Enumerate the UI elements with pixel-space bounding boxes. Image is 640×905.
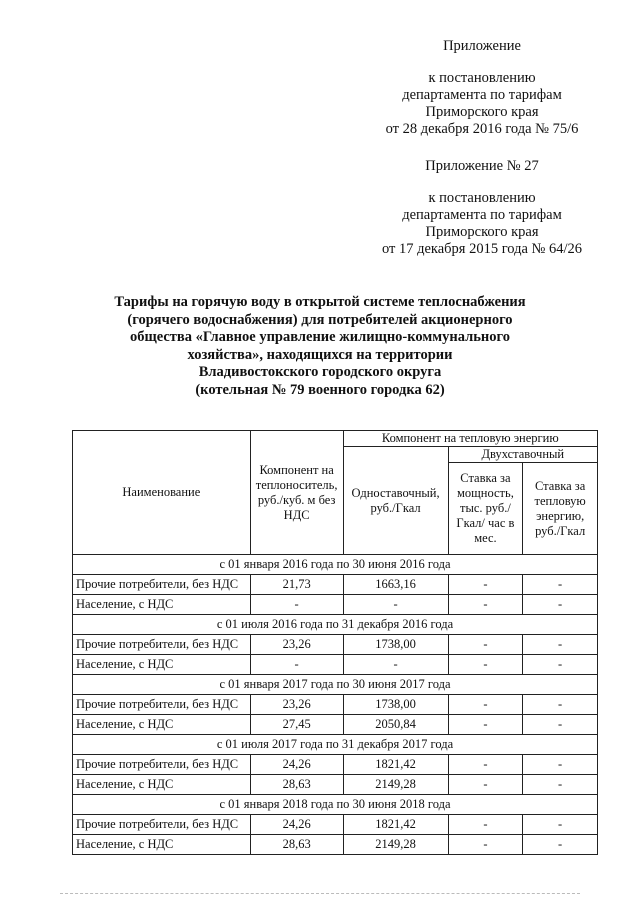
table-row bbox=[73, 835, 598, 855]
table-row bbox=[73, 635, 598, 655]
power-rate-cell: - bbox=[448, 815, 523, 835]
table-row bbox=[73, 595, 598, 615]
single-rate-cell: - bbox=[343, 655, 448, 675]
power-rate-cell: - bbox=[448, 775, 523, 795]
carrier-cell: 21,73 bbox=[250, 575, 343, 595]
carrier-cell: 23,26 bbox=[250, 635, 343, 655]
table-row bbox=[73, 775, 598, 795]
header-energy-rate: Ставка за тепловую энергию, руб./Гкал bbox=[523, 463, 598, 555]
title-line: общества «Главное управление жилищно-коммунального bbox=[129, 329, 511, 345]
appendix-label: Приложение bbox=[443, 38, 521, 54]
period-row bbox=[73, 735, 598, 755]
consumer-name-cell: Прочие потребители, без НДС bbox=[73, 695, 251, 715]
period-row bbox=[73, 615, 598, 635]
header-two-rate: Двухставочный bbox=[448, 447, 597, 463]
tariff-table bbox=[72, 430, 598, 855]
header-single-rate: Одноставочный, руб./Гкал bbox=[343, 447, 448, 555]
energy-rate-cell: - bbox=[523, 595, 598, 615]
title-line: Владивостокского городского округа bbox=[198, 364, 442, 380]
consumer-name-cell: Прочие потребители, без НДС bbox=[73, 575, 251, 595]
consumer-name-cell: Прочие потребители, без НДС bbox=[73, 755, 251, 775]
consumer-name-cell: Прочие потребители, без НДС bbox=[73, 635, 251, 655]
resolution-ref: к постановлению bbox=[428, 190, 536, 206]
resolution-ref: к постановлению bbox=[428, 70, 536, 86]
power-rate-cell: - bbox=[448, 655, 523, 675]
energy-rate-cell: - bbox=[523, 755, 598, 775]
period-label: с 01 января 2018 года по 30 июня 2018 года bbox=[73, 795, 598, 815]
carrier-cell: 28,63 bbox=[250, 775, 343, 795]
title-line: (горячего водоснабжения) для потребителей акционерного bbox=[127, 311, 513, 328]
carrier-cell: - bbox=[250, 595, 343, 615]
table-row bbox=[73, 575, 598, 595]
carrier-cell: 24,26 bbox=[250, 755, 343, 775]
power-rate-cell: - bbox=[448, 595, 523, 615]
carrier-cell: 28,63 bbox=[250, 835, 343, 855]
energy-rate-cell: - bbox=[523, 815, 598, 835]
header-carrier: Компонент на теплоноситель, руб./куб. м без НДС bbox=[250, 431, 343, 555]
period-label: с 01 июля 2017 года по 31 декабря 2017 года bbox=[73, 735, 598, 755]
power-rate-cell: - bbox=[448, 635, 523, 655]
single-rate-cell: 1821,42 bbox=[343, 755, 448, 775]
region-name: Приморского края bbox=[425, 104, 539, 120]
single-rate-cell: 2050,84 bbox=[343, 715, 448, 735]
period-label: с 01 января 2016 года по 30 июня 2016 года bbox=[73, 555, 598, 575]
resolution-date: от 17 декабря 2015 года № 64/26 bbox=[381, 241, 583, 257]
title-line: (котельная № 79 военного городка 62) bbox=[195, 381, 445, 398]
power-rate-cell: - bbox=[448, 715, 523, 735]
period-row bbox=[73, 555, 598, 575]
document-title bbox=[100, 294, 540, 399]
header-heat-component: Компонент на тепловую энергию bbox=[343, 431, 597, 447]
carrier-cell: - bbox=[250, 655, 343, 675]
department-name: департамента по тарифам bbox=[402, 87, 562, 103]
table-body bbox=[73, 555, 598, 855]
power-rate-cell: - bbox=[448, 755, 523, 775]
resolution-date: от 28 декабря 2016 года № 75/6 bbox=[385, 121, 579, 137]
carrier-cell: 27,45 bbox=[250, 715, 343, 735]
consumer-name-cell: Население, с НДС bbox=[73, 835, 251, 855]
carrier-cell: 24,26 bbox=[250, 815, 343, 835]
appendix-header bbox=[372, 38, 592, 138]
period-row bbox=[73, 675, 598, 695]
consumer-name-cell: Население, с НДС bbox=[73, 775, 251, 795]
energy-rate-cell: - bbox=[523, 715, 598, 735]
table-row bbox=[73, 715, 598, 735]
energy-rate-cell: - bbox=[523, 835, 598, 855]
energy-rate-cell: - bbox=[523, 655, 598, 675]
region-name: Приморского края bbox=[425, 224, 539, 240]
power-rate-cell: - bbox=[448, 835, 523, 855]
header-name: Наименование bbox=[73, 431, 251, 555]
power-rate-cell: - bbox=[448, 695, 523, 715]
consumer-name-cell: Население, с НДС bbox=[73, 715, 251, 735]
consumer-name-cell: Население, с НДС bbox=[73, 595, 251, 615]
table-row bbox=[73, 695, 598, 715]
energy-rate-cell: - bbox=[523, 775, 598, 795]
energy-rate-cell: - bbox=[523, 695, 598, 715]
period-label: с 01 июля 2016 года по 31 декабря 2016 года bbox=[73, 615, 598, 635]
energy-rate-cell: - bbox=[523, 635, 598, 655]
appendix-number: Приложение № 27 bbox=[425, 158, 539, 174]
single-rate-cell: 1821,42 bbox=[343, 815, 448, 835]
consumer-name-cell: Население, с НДС bbox=[73, 655, 251, 675]
energy-rate-cell: - bbox=[523, 575, 598, 595]
appendix-27-header bbox=[372, 158, 592, 258]
single-rate-cell: 1738,00 bbox=[343, 695, 448, 715]
title-line: Тарифы на горячую воду в открытой системе теплоснабжения bbox=[114, 294, 526, 310]
single-rate-cell: - bbox=[343, 595, 448, 615]
single-rate-cell: 2149,28 bbox=[343, 835, 448, 855]
period-row bbox=[73, 795, 598, 815]
single-rate-cell: 1738,00 bbox=[343, 635, 448, 655]
single-rate-cell: 2149,28 bbox=[343, 775, 448, 795]
table-row bbox=[73, 655, 598, 675]
consumer-name-cell: Прочие потребители, без НДС bbox=[73, 815, 251, 835]
carrier-cell: 23,26 bbox=[250, 695, 343, 715]
table-row bbox=[73, 815, 598, 835]
period-label: с 01 января 2017 года по 30 июня 2017 года bbox=[73, 675, 598, 695]
table-row bbox=[73, 755, 598, 775]
title-line: хозяйства», находящихся на территории bbox=[187, 346, 453, 363]
header-power-rate: Ставка за мощность, тыс. руб./Гкал/ час в мес. bbox=[448, 463, 523, 555]
single-rate-cell: 1663,16 bbox=[343, 575, 448, 595]
scan-edge-line bbox=[60, 893, 580, 895]
department-name: департамента по тарифам bbox=[402, 207, 562, 223]
power-rate-cell: - bbox=[448, 575, 523, 595]
